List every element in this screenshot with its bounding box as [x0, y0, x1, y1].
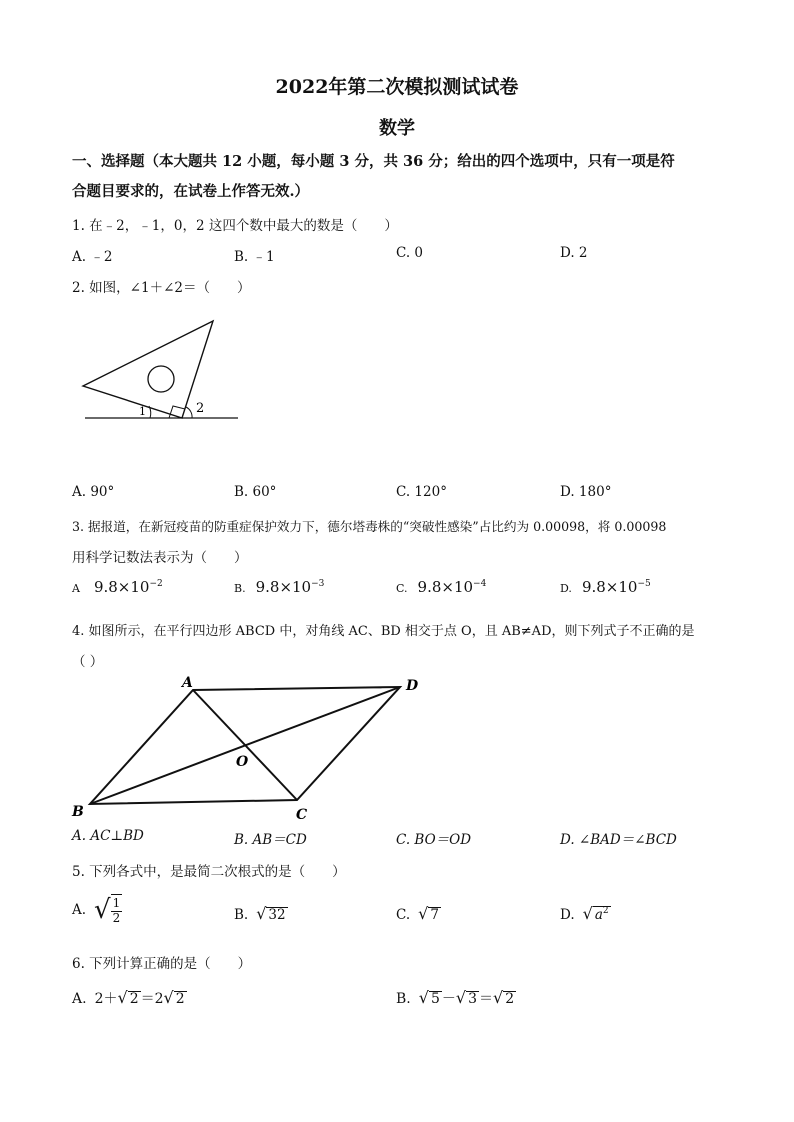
sqrt-icon: √: [117, 988, 128, 1007]
q6-a-left: 2＋: [94, 991, 118, 1007]
q2-option-d: D. 180°: [560, 484, 612, 500]
sqrt-icon: √: [418, 988, 429, 1007]
q5-c-radicand: 7: [430, 907, 439, 923]
q6-b-eq: ＝: [479, 991, 493, 1007]
section-heading-line1: 一、选择题（本大题共 12 小题，每小题 3 分，共 36 分；给出的四个选项中，只有一项是符: [72, 153, 675, 170]
q5-a-fraction: [111, 894, 123, 926]
question-6-stem: 6. 下列计算正确的是（ ）: [72, 956, 252, 972]
sqrt-icon: √: [94, 894, 111, 925]
q3-d-base: 9.8×10: [581, 578, 638, 596]
q5-d-label: D.: [560, 907, 575, 923]
angle-1-label: 1: [139, 405, 146, 418]
q6-a-radicand1: 2: [129, 991, 139, 1007]
q6-b-minus: －: [441, 991, 456, 1007]
q2-option-b: B. 60°: [234, 484, 277, 500]
sqrt-icon: √: [163, 988, 174, 1007]
point-d-label: D: [406, 678, 419, 694]
question-5-stem: 5. 下列各式中，是最简二次根式的是（ ）: [72, 864, 346, 880]
q3-b-label: B.: [234, 582, 246, 595]
q5-a-numerator: 1: [112, 896, 121, 910]
q5-option-b: [234, 904, 288, 923]
q3-b-exp: −3: [311, 579, 325, 589]
q2-option-a: A. 90°: [72, 484, 115, 500]
sqrt-icon: √: [455, 988, 467, 1007]
q6-option-a: [72, 988, 187, 1008]
q5-c-label: C.: [396, 907, 411, 923]
q3-c-label: C.: [396, 582, 408, 595]
q5-b-radicand: 32: [268, 907, 286, 923]
q1-option-d: D. 2: [560, 245, 588, 261]
q6-a-radicand2: 2: [175, 991, 185, 1007]
page-title: 2022年第二次模拟测试试卷: [275, 76, 519, 98]
angle-2-label: 2: [196, 401, 205, 416]
q6-a-label: A.: [72, 991, 87, 1007]
q3-d-exp: −5: [637, 579, 651, 589]
q6-b-radicand3: 2: [505, 991, 515, 1007]
sqrt-icon: √: [493, 988, 504, 1007]
q6-b-label: B.: [396, 991, 411, 1007]
q5-option-d: [560, 904, 611, 923]
point-a-label: A: [182, 675, 193, 691]
q3-option-c: [396, 578, 486, 596]
q5-d-exponent: 2: [602, 906, 609, 916]
q6-a-mid: ＝2: [140, 991, 164, 1007]
q3-option-b: [234, 578, 324, 596]
q5-option-c: [396, 904, 441, 923]
question-4-stem-line2: （ ）: [72, 654, 104, 670]
question-4-stem-line1: 4. 如图所示，在平行四边形 ABCD 中，对角线 AC、BD 相交于点 O，且 AB≠AD，则下列式子不正确的是: [72, 624, 695, 639]
q4-option-c: C. BO＝OD: [396, 832, 472, 848]
question-3-stem-line1: 3. 据报道，在新冠疫苗的防重症保护效力下，德尔塔毒株的“突破性感染”占比约为 0.00098，将 0.00098: [72, 519, 667, 534]
q4-option-d: D. ∠BAD＝∠BCD: [560, 832, 677, 848]
q5-d-base: a: [594, 907, 603, 923]
set-square-figure: [70, 312, 250, 430]
q5-b-label: B.: [234, 907, 249, 923]
q4-option-b: B. AB＝CD: [234, 832, 307, 848]
q6-b-radicand2: 3: [468, 991, 477, 1007]
sqrt-icon: √: [582, 904, 593, 923]
q1-option-b: B. ﹣1: [234, 249, 275, 265]
q6-b-radicand1: 5: [430, 991, 440, 1007]
section-heading-line2: 合题目要求的，在试卷上作答无效.）: [72, 183, 310, 200]
q4-option-a: A. AC⊥BD: [72, 828, 144, 844]
q3-c-base: 9.8×10: [417, 578, 474, 596]
q3-b-base: 9.8×10: [255, 578, 312, 596]
q3-option-d: [560, 578, 651, 596]
sqrt-icon: √: [256, 904, 267, 923]
point-o-label: O: [236, 754, 249, 770]
q5-a-label: A.: [72, 901, 87, 918]
q3-a-base: 9.8×10: [93, 578, 150, 596]
q3-a-label: A: [72, 582, 80, 595]
q3-option-a: [72, 578, 163, 596]
sqrt-icon: √: [418, 904, 429, 923]
parallelogram-figure: [66, 670, 426, 822]
q2-option-c: C. 120°: [396, 484, 447, 500]
question-1-stem: 1. 在﹣2，﹣1，0，2 这四个数中最大的数是（ ）: [72, 218, 398, 234]
question-2-stem: 2. 如图，∠1＋∠2＝（ ）: [72, 280, 251, 296]
q6-option-b: [396, 988, 516, 1008]
q3-d-label: D.: [560, 582, 572, 595]
q5-option-a: [72, 894, 122, 926]
q5-d-radicand: [593, 906, 611, 922]
q5-a-denominator: 2: [112, 910, 121, 925]
subject-title: 数学: [379, 118, 415, 139]
q3-a-exp: −2: [149, 579, 163, 589]
point-c-label: C: [296, 807, 308, 822]
q1-option-c: C. 0: [396, 245, 424, 261]
question-3-stem-line2: 用科学记数法表示为（ ）: [72, 550, 248, 566]
q3-c-exp: −4: [473, 579, 487, 589]
point-b-label: B: [72, 804, 84, 820]
q1-option-a: A. ﹣2: [72, 249, 113, 265]
